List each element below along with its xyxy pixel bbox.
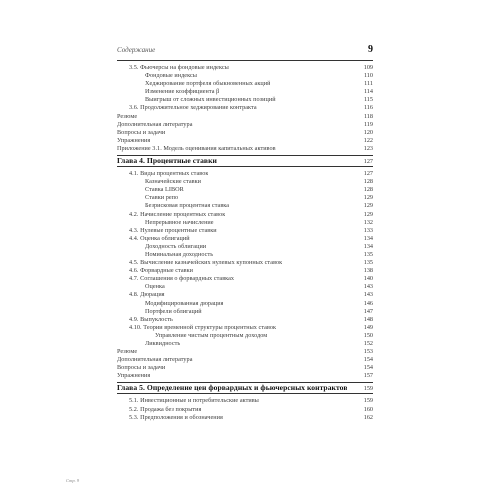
toc-entry — [117, 259, 373, 267]
toc-entry — [117, 227, 373, 235]
toc-entry-page: 159 — [363, 385, 373, 393]
toc-entry-title: 5.3. Предположения и обозначения — [129, 413, 223, 421]
toc-entry — [117, 194, 373, 202]
toc-entry-title: 4.6. Форвардные ставки — [129, 267, 194, 275]
toc-entry-page: 146 — [363, 299, 373, 307]
toc-entry-title: Доходность облигации — [145, 242, 207, 250]
toc-entry-title: Вопросы и задачи — [117, 128, 166, 136]
toc-entry-title: 3.5. Фьючерсы на фондовые индексы — [129, 64, 229, 71]
toc-entry-page: 154 — [363, 364, 373, 372]
toc-entry-page: 143 — [363, 283, 373, 291]
toc-entry — [117, 283, 373, 291]
toc-entry-title: Резюме — [117, 348, 138, 356]
toc-entry-title: Дополнительная литература — [117, 120, 193, 128]
toc-entry-page: 153 — [363, 348, 373, 356]
toc-entry-page: 119 — [363, 120, 373, 128]
toc-entry-page: 122 — [363, 136, 373, 144]
toc-entry-page: 127 — [363, 158, 373, 166]
toc-entry — [117, 202, 373, 210]
page-number: 9 — [368, 44, 373, 55]
toc-entry-title: Фондовые индексы — [145, 72, 197, 80]
page-header — [117, 44, 373, 58]
toc-entry-page: 133 — [363, 226, 373, 234]
toc-entry-page: 134 — [363, 242, 373, 250]
toc-entry-page: 120 — [363, 128, 373, 136]
toc-entry — [117, 235, 373, 243]
toc-entry-page: 127 — [363, 170, 373, 178]
toc-entry-page: 154 — [363, 356, 373, 364]
toc-entry-title: Изменение коэффициента β — [145, 88, 220, 96]
page-footer: Стр. 9 — [66, 478, 80, 483]
toc-entry — [117, 170, 373, 178]
toc-entry — [117, 324, 373, 332]
toc-entry-title: 4.10. Теории временной структуры процентных ставок — [129, 323, 277, 331]
toc-chapter-heading — [117, 155, 373, 167]
toc-entry-page: 152 — [363, 340, 373, 347]
toc-entry — [117, 267, 373, 275]
toc-entry-title: 4.1. Виды процентных ставок — [129, 170, 209, 178]
toc-entry-title: 4.2. Начисление процентных ставок — [129, 210, 226, 218]
toc-entry-page: 129 — [363, 194, 373, 202]
toc-entry-title: 4.3. Нулевые процентные ставки — [129, 226, 217, 234]
toc-entry-page: 160 — [363, 405, 373, 413]
toc-entry-title: Ставки репо — [145, 194, 179, 202]
toc-entry-page: 147 — [363, 307, 373, 315]
toc-entry — [117, 145, 373, 153]
toc-entry-page: 159 — [363, 397, 373, 405]
toc-entry-page: 143 — [363, 291, 373, 299]
toc-entry — [117, 113, 373, 121]
toc-entry-page: 110 — [363, 72, 373, 80]
toc-entry — [117, 300, 373, 308]
toc-entry-title: 3.6. Продолжительное хеджирование контракта — [129, 104, 257, 112]
toc-entry — [117, 104, 373, 112]
toc-entry-title: Резюме — [117, 112, 138, 120]
toc-entry-title: 4.9. Выпуклость — [129, 315, 173, 323]
toc-entry-page: 134 — [363, 234, 373, 242]
toc-entry-page: 123 — [363, 144, 373, 152]
header-rule — [117, 60, 373, 61]
toc-entry-page: 128 — [363, 186, 373, 194]
toc-entry-title: Номинальная доходность — [145, 250, 214, 258]
toc-entry-page: 157 — [363, 372, 373, 380]
toc-entry — [117, 348, 373, 356]
toc-entry-page: 135 — [363, 259, 373, 267]
toc-entry-title: 5.2. Продажа без покрытия — [129, 405, 202, 413]
toc-entry — [117, 308, 373, 316]
toc-entry — [117, 211, 373, 219]
toc-entry — [117, 186, 373, 194]
toc-entry-page: 129 — [363, 210, 373, 218]
toc-entry — [117, 243, 373, 251]
toc-entry-page: 111 — [364, 80, 373, 88]
toc-entry-page: 114 — [363, 88, 373, 96]
toc-entry-title: Оценка — [145, 283, 165, 291]
toc-entry — [117, 72, 373, 80]
toc-entry-title: Упражнения — [117, 372, 151, 380]
toc-entry-title: Вопросы и задачи — [117, 364, 166, 372]
toc-entry — [117, 372, 373, 380]
toc-entry-page: 128 — [363, 178, 373, 186]
toc-entry-page: 140 — [363, 275, 373, 283]
toc-entry-title: 4.8. Дюрация — [129, 291, 165, 299]
toc-entry-page: 149 — [363, 323, 373, 331]
toc-entry — [117, 414, 373, 422]
toc-entry-page: 129 — [363, 202, 373, 210]
toc-entry — [117, 80, 373, 88]
toc-entry — [117, 356, 373, 364]
toc-entry-page: 115 — [363, 96, 373, 104]
toc-entry — [117, 251, 373, 259]
toc-entry — [117, 129, 373, 137]
toc-entry-title: Безрисковая процентная ставка — [145, 202, 230, 210]
toc-entry-title: Непрерывное начисление — [145, 218, 214, 226]
toc-entry — [117, 64, 373, 72]
toc-entry-title: Приложение 3.1. Модель оценивания капитальных активов — [117, 144, 276, 152]
toc-entry-title: 4.4. Оценка облигаций — [129, 234, 190, 242]
toc-entry-page: 162 — [363, 413, 373, 421]
toc-entry-title: Выигрыш от сложных инвестиционных позиций — [145, 96, 276, 104]
toc-entry-page: 138 — [363, 267, 373, 275]
toc-entry — [117, 291, 373, 299]
toc-entry-title: Казначейские ставки — [145, 178, 202, 186]
toc-chapter-heading — [117, 382, 373, 394]
toc-entry-title: Ставка LIBOR — [145, 186, 184, 194]
toc-entry-title: Ликвидность — [145, 340, 181, 347]
toc-entry-page: 116 — [363, 104, 373, 112]
toc-entry-title: Управление чистым процентным доходом — [155, 331, 268, 339]
toc-entry-title: 5.1. Инвестиционные и потребительские активы — [129, 397, 259, 405]
toc-entry — [117, 316, 373, 324]
toc-entry — [117, 219, 373, 227]
toc-entry-title: Модифицированная дюрация — [145, 299, 224, 307]
toc-entry — [117, 137, 373, 145]
running-title: Содержание — [117, 46, 156, 54]
toc-entry-page: 150 — [363, 331, 373, 339]
toc-entry-title: 4.7. Соглашения о форвардных ставках — [129, 275, 235, 283]
toc-entry — [117, 275, 373, 283]
toc-entry-title: Упражнения — [117, 136, 151, 144]
toc-entry — [117, 96, 373, 104]
toc-entry — [117, 364, 373, 372]
toc-entry-title: Хеджирование портфеля обыкновенных акций — [145, 80, 271, 88]
toc-entry-page: 109 — [363, 64, 373, 71]
toc-entry — [117, 88, 373, 96]
toc-entry — [117, 121, 373, 129]
toc-entry-title: Дополнительная литература — [117, 356, 193, 364]
toc-entry — [117, 397, 373, 405]
toc-entry-page: 132 — [363, 218, 373, 226]
toc-entry-page: 135 — [363, 250, 373, 258]
toc-entry-page: 118 — [363, 112, 373, 120]
toc-entry — [117, 406, 373, 414]
toc-entry-title: Глава 4. Процентные ставки — [117, 156, 217, 166]
table-of-contents — [117, 64, 373, 422]
toc-entry-title: Портфели облигаций — [145, 307, 202, 315]
toc-entry-title: Глава 5. Определение цен форвардных и фьючерсных контрактов — [117, 383, 348, 393]
toc-entry — [117, 178, 373, 186]
toc-entry-title: 4.5. Вычисление казначейских нулевых купонных ставок — [129, 259, 283, 267]
toc-entry-page: 148 — [363, 315, 373, 323]
toc-entry — [117, 332, 373, 340]
toc-entry — [117, 340, 373, 348]
